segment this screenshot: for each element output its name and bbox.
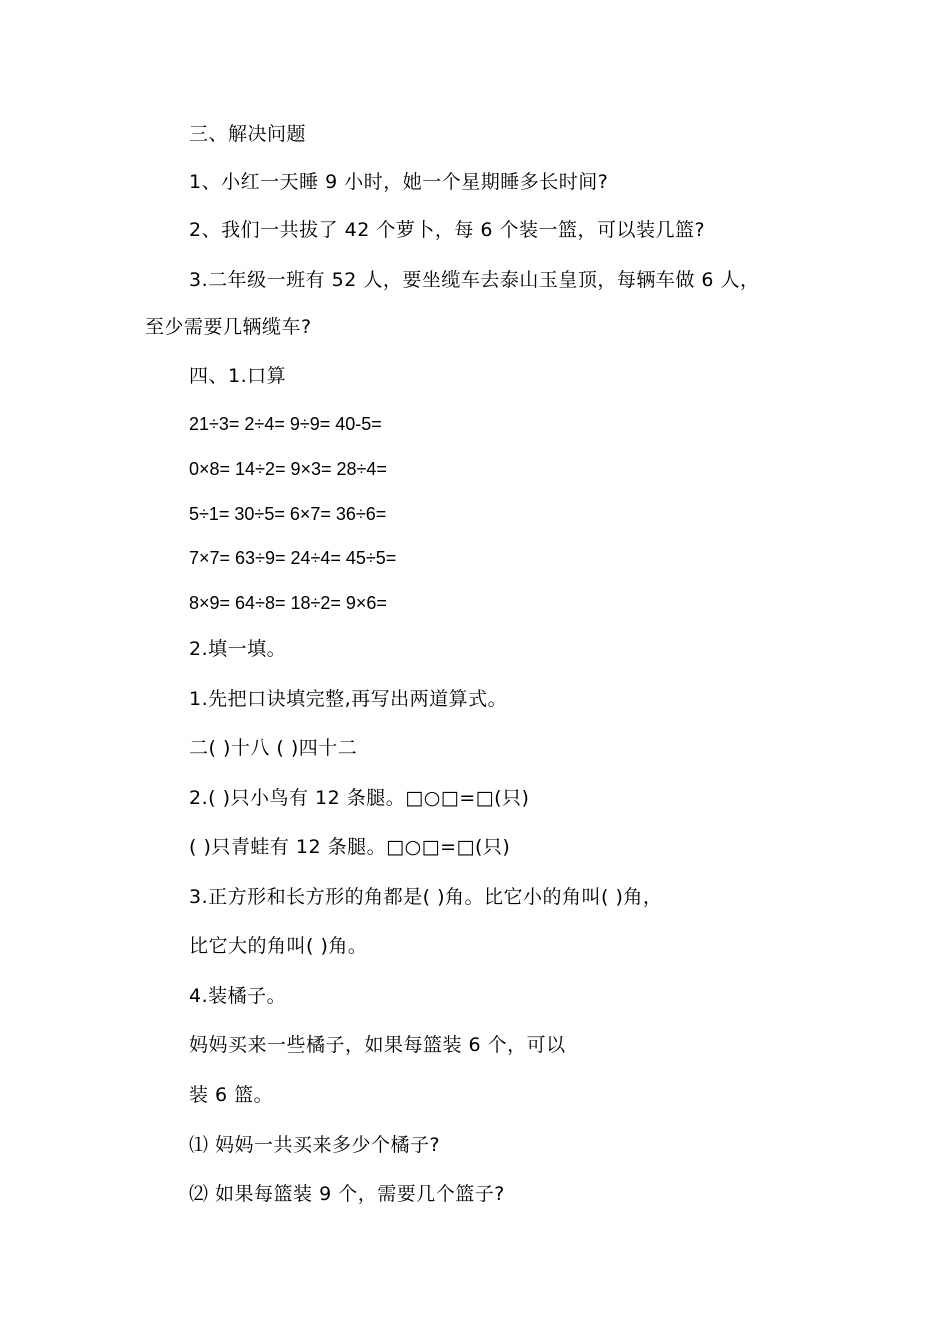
problem-3: 3.二年级一班有 52 人，要坐缆车去泰山玉皇顶，每辆车做 6 人，	[189, 269, 760, 291]
calc-row-3: 5÷1= 30÷5= 6×7= 36÷6=	[189, 504, 387, 524]
orange-question-2: ⑵ 如果每篮装 9 个，需要几个篮子?	[189, 1183, 505, 1205]
problem-3-continued: 至少需要几辆缆车?	[145, 316, 312, 338]
fill-item-3-continued: 比它大的角叫( )角。	[189, 935, 368, 957]
orange-question-1: ⑴ 妈妈一共买来多少个橘子?	[189, 1134, 441, 1156]
section-heading-mental-math: 四、1.口算	[189, 365, 287, 387]
problem-1: 1、小红一天睡 9 小时，她一个星期睡多长时间?	[189, 171, 609, 193]
section-heading-solve-problems: 三、解决问题	[189, 123, 307, 145]
orange-problem: 妈妈买来一些橘子，如果每篮装 6 个，可以	[189, 1034, 566, 1056]
calc-row-5: 8×9= 64÷8= 18÷2= 9×6=	[189, 593, 387, 613]
fill-item-1-formula: 二( )十八 ( )四十二	[189, 737, 358, 759]
section-heading-fill-in: 2.填一填。	[189, 638, 287, 660]
fill-item-2-frogs: ( )只青蛙有 12 条腿。□○□=□(只)	[189, 836, 511, 858]
fill-item-4: 4.装橘子。	[189, 985, 287, 1007]
calc-row-4: 7×7= 63÷9= 24÷4= 45÷5=	[189, 548, 397, 568]
calc-row-1: 21÷3= 2÷4= 9÷9= 40-5=	[189, 414, 382, 434]
calc-row-2: 0×8= 14÷2= 9×3= 28÷4=	[189, 459, 387, 479]
problem-2: 2、我们一共拔了 42 个萝卜，每 6 个装一篮，可以装几篮?	[189, 219, 706, 241]
fill-item-3: 3.正方形和长方形的角都是( )角。比它小的角叫( )角，	[189, 886, 663, 908]
fill-item-1: 1.先把口诀填完整,再写出两道算式。	[189, 688, 508, 710]
orange-problem-continued: 装 6 篮。	[189, 1084, 274, 1106]
fill-item-2-birds: 2.( )只小鸟有 12 条腿。□○□=□(只)	[189, 787, 530, 809]
